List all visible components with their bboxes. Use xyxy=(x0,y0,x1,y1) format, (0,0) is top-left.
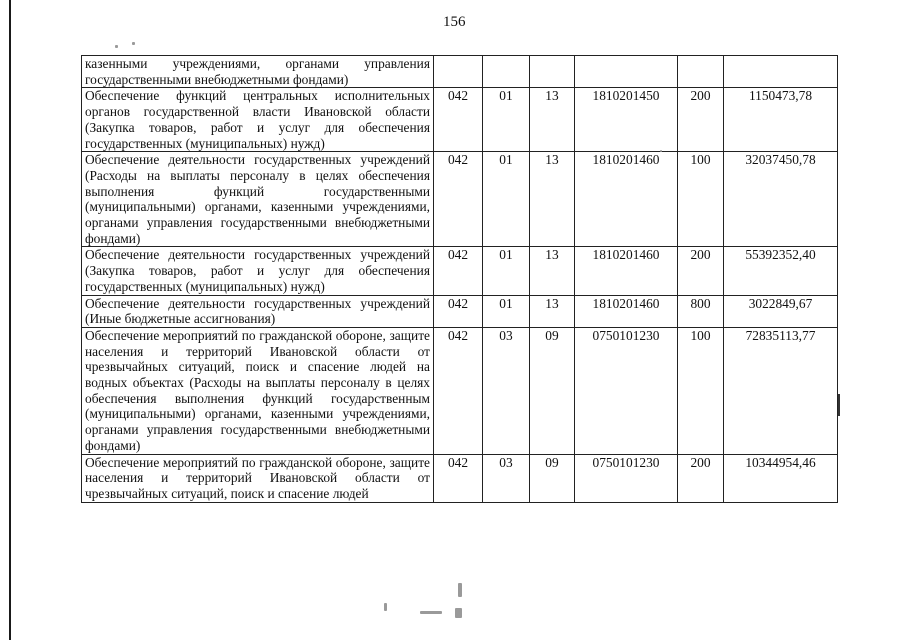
table-row xyxy=(82,247,838,295)
scan-edge-line xyxy=(9,0,11,640)
scan-speck xyxy=(458,583,462,597)
cell-subsection-code: 13 xyxy=(530,88,575,152)
scan-speck xyxy=(420,611,442,614)
table-row xyxy=(82,327,838,454)
cell-amount: 10344954,46 xyxy=(724,454,838,502)
cell-subsection-code: 13 xyxy=(530,295,575,327)
cell-target-article: 1810201460 xyxy=(575,295,678,327)
cell-ministry-code: 042 xyxy=(434,152,483,247)
row-description: казенными учреждениями, органами управления государственными внебюджетными фондами) xyxy=(82,56,434,88)
table-row xyxy=(82,454,838,502)
cell-ministry-code: 042 xyxy=(434,327,483,454)
cell-expense-type: 100 xyxy=(678,327,724,454)
cell-section-code: 01 xyxy=(483,88,530,152)
cell-expense-type xyxy=(678,56,724,88)
table-row xyxy=(82,152,838,247)
cell-expense-type: 100 xyxy=(678,152,724,247)
scan-speck xyxy=(115,45,118,48)
scan-mark xyxy=(838,394,840,416)
cell-ministry-code: 042 xyxy=(434,454,483,502)
table-row xyxy=(82,56,838,88)
cell-amount: 72835113,77 xyxy=(724,327,838,454)
cell-expense-type: 200 xyxy=(678,88,724,152)
row-description: Обеспечение деятельности государственных учреждений (Закупка товаров, работ и услуг для обеспечения государственных (муниципальных) нужд) xyxy=(82,247,434,295)
row-description: Обеспечение деятельности государственных учреждений (Иные бюджетные ассигнования) xyxy=(82,295,434,327)
cell-section-code xyxy=(483,56,530,88)
cell-ministry-code: 042 xyxy=(434,247,483,295)
cell-amount: 32037450,78 xyxy=(724,152,838,247)
table-row xyxy=(82,295,838,327)
scan-speck xyxy=(132,42,135,45)
cell-target-article: 0750101230 xyxy=(575,327,678,454)
cell-ministry-code: 042 xyxy=(434,295,483,327)
cell-amount: 55392352,40 xyxy=(724,247,838,295)
cell-subsection-code: 13 xyxy=(530,247,575,295)
budget-table xyxy=(81,55,838,503)
cell-target-article: 0750101230 xyxy=(575,454,678,502)
cell-section-code: 03 xyxy=(483,454,530,502)
cell-subsection-code: 13 xyxy=(530,152,575,247)
cell-amount xyxy=(724,56,838,88)
cell-target-article xyxy=(575,56,678,88)
cell-subsection-code xyxy=(530,56,575,88)
row-description: Обеспечение функций центральных исполнительных органов государственной власти Ивановской области (Закупка товаров, работ и услуг для обеспечения государственных (муниципальных) нужд) xyxy=(82,88,434,152)
cell-amount: 1150473,78 xyxy=(724,88,838,152)
cell-expense-type: 800 xyxy=(678,295,724,327)
row-description: Обеспечение деятельности государственных учреждений (Расходы на выплаты персоналу в целях обеспечения выполнения функций государственными (муниципальными) органами, казенными учреждениями, органами управления государственными внебюджетными фондами) xyxy=(82,152,434,247)
cell-amount: 3022849,67 xyxy=(724,295,838,327)
page-number: 156 xyxy=(443,14,466,30)
cell-section-code: 01 xyxy=(483,295,530,327)
cell-section-code: 03 xyxy=(483,327,530,454)
scan-speck xyxy=(455,608,462,618)
scan-speck xyxy=(384,603,387,611)
row-description: Обеспечение мероприятий по гражданской обороне, защите населения и территорий Ивановской области от чрезвычайных ситуаций, поиск и спасение людей на водных объектах (Расходы на выплаты персоналу в целях обеспечения выполнения функций государственным (муниципальными) органами, казенными учреждениями, органами управления государственными внебюджетными фондами) xyxy=(82,327,434,454)
cell-subsection-code: 09 xyxy=(530,327,575,454)
row-description: Обеспечение мероприятий по гражданской обороне, защите населения и территорий Ивановской области от чрезвычайных ситуаций, поиск и спасение людей xyxy=(82,454,434,502)
table-row xyxy=(82,88,838,152)
cell-ministry-code xyxy=(434,56,483,88)
cell-target-article: 1810201460 xyxy=(575,247,678,295)
cell-target-article: 1810201460 xyxy=(575,152,678,247)
cell-target-article: 1810201450 xyxy=(575,88,678,152)
cell-section-code: 01 xyxy=(483,247,530,295)
cell-ministry-code: 042 xyxy=(434,88,483,152)
cell-subsection-code: 09 xyxy=(530,454,575,502)
cell-expense-type: 200 xyxy=(678,247,724,295)
cell-section-code: 01 xyxy=(483,152,530,247)
scan-speck xyxy=(660,150,662,152)
cell-expense-type: 200 xyxy=(678,454,724,502)
